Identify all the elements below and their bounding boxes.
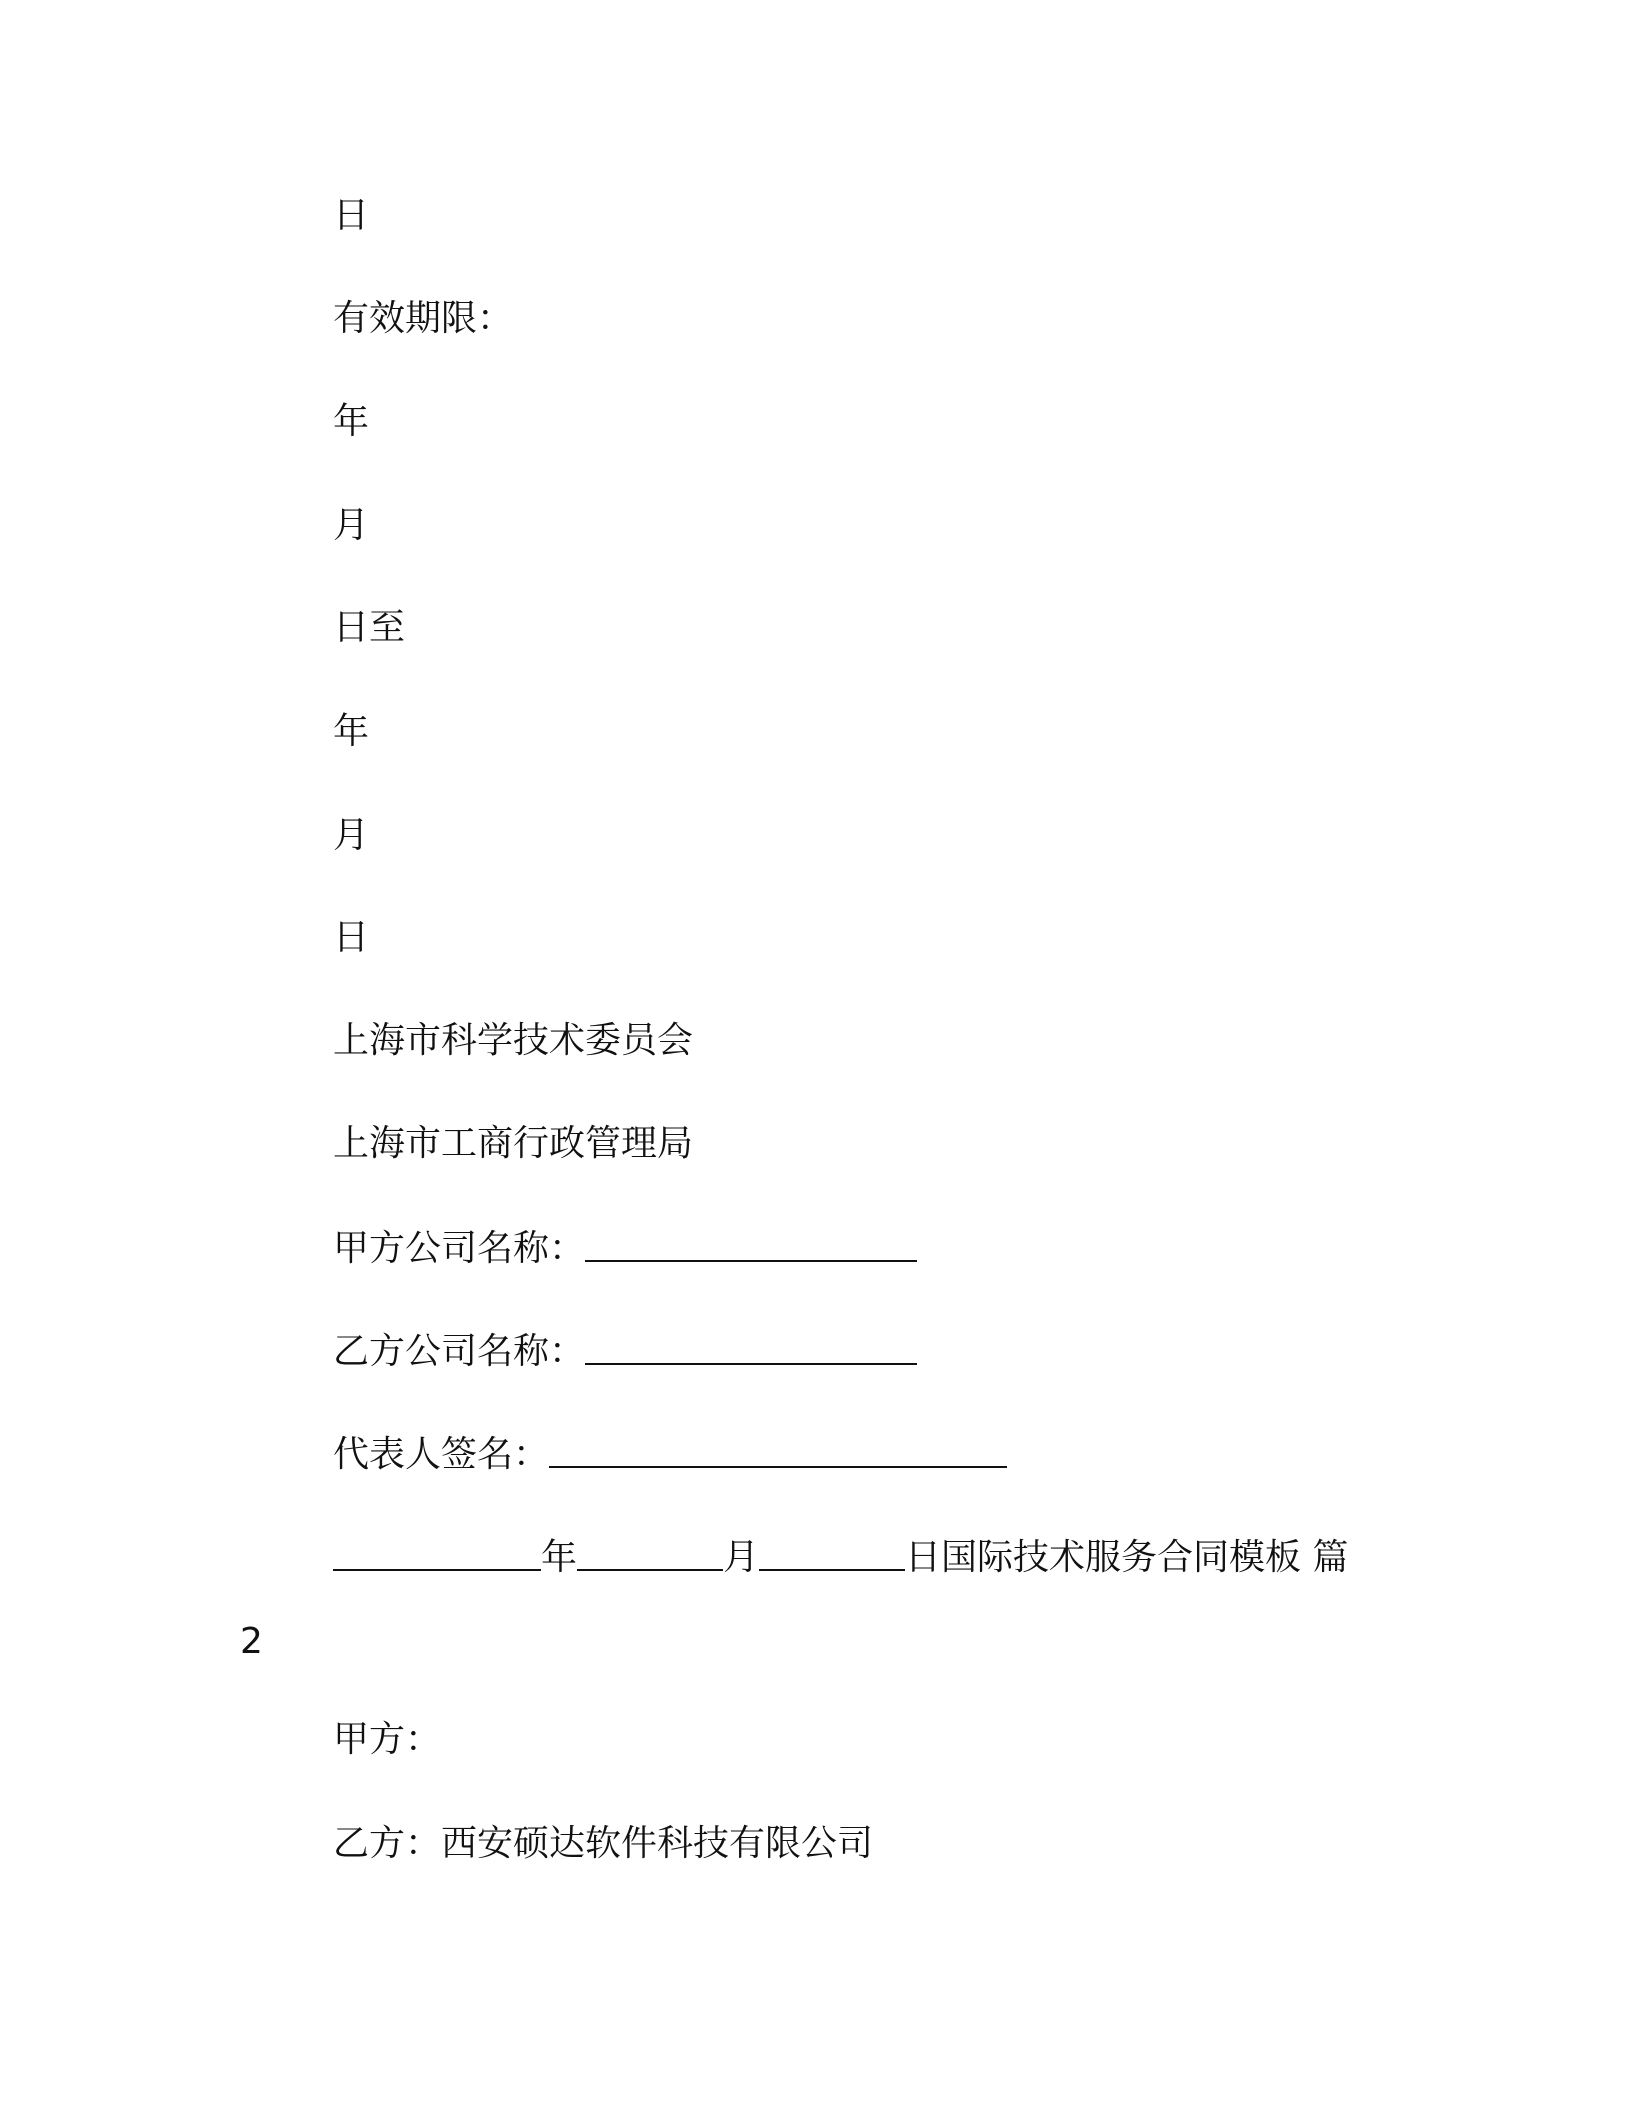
- representative-signature-blank[interactable]: [549, 1432, 1007, 1468]
- party-a-company-label: 甲方公司名称：: [333, 1228, 586, 1269]
- representative-label: 代表人签名：: [333, 1434, 550, 1475]
- date-title-row: [333, 1533, 1348, 1582]
- text-year-1: 年: [333, 401, 370, 442]
- text-day-2: 日: [333, 917, 370, 958]
- party-b-company-row: [333, 1327, 917, 1376]
- day-blank[interactable]: [759, 1535, 905, 1571]
- text-validity-period: 有效期限：: [333, 298, 514, 339]
- party-b-line: 乙方：西安硕达软件科技有限公司: [333, 1823, 874, 1864]
- representative-row: [333, 1430, 1007, 1479]
- text-month-2: 月: [333, 815, 370, 856]
- section-number: 2: [240, 1621, 263, 1662]
- text-year-2: 年: [333, 711, 370, 752]
- date-month-label: 月: [723, 1537, 760, 1578]
- text-shanghai-industry-bureau: 上海市工商行政管理局: [333, 1123, 694, 1164]
- party-a-company-blank[interactable]: [585, 1226, 917, 1262]
- party-a-company-row: [333, 1224, 917, 1273]
- party-b-company-label: 乙方公司名称：: [333, 1331, 586, 1372]
- month-blank[interactable]: [577, 1535, 723, 1571]
- date-year-label: 年: [541, 1537, 578, 1578]
- text-shanghai-science-commission: 上海市科学技术委员会: [333, 1020, 694, 1061]
- date-day-title: 日国际技术服务合同模板 篇: [905, 1537, 1349, 1578]
- text-day-to: 日至: [333, 607, 406, 648]
- text-day-1: 日: [333, 195, 370, 236]
- text-month-1: 月: [333, 505, 370, 546]
- party-b-company-blank[interactable]: [585, 1329, 917, 1365]
- year-blank[interactable]: [333, 1535, 541, 1571]
- party-a-label: 甲方：: [333, 1719, 442, 1760]
